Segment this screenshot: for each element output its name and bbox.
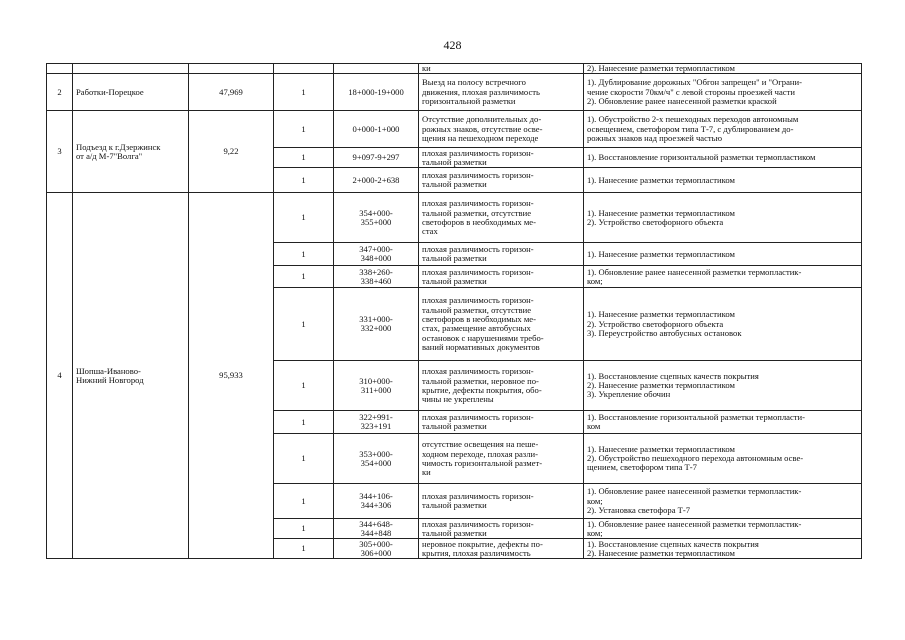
cell-km xyxy=(334,74,419,111)
cell-km-line: 353+000- xyxy=(359,448,393,459)
cell-description-line: плохая различимость горизон- xyxy=(422,147,534,158)
table-row xyxy=(47,74,862,111)
cell-description-line: стах, размещение автобусных xyxy=(422,323,531,334)
cell-measures-line: 2). Нанесение разметки термопластиком xyxy=(587,380,735,391)
cell-road-line: от а/д М-7"Волга" xyxy=(76,150,143,161)
cell-description-line: плохая различимость горизон- xyxy=(422,366,534,377)
cell-road xyxy=(73,74,189,111)
cell-description-line: тальной разметки, неровное по- xyxy=(422,375,539,386)
cell-km-line: 311+000 xyxy=(360,384,392,395)
cell-km xyxy=(334,411,419,434)
cell-road-line: Работки-Порецкое xyxy=(76,86,144,97)
cell-no xyxy=(47,64,73,74)
cell-description-line: тальной разметки xyxy=(422,527,487,538)
table-row xyxy=(47,111,862,148)
cell-count: 1 xyxy=(274,193,334,243)
cell-km-line: 322+991- xyxy=(359,412,393,422)
cell-description xyxy=(419,434,584,484)
cell-measures-line: 1). Обустройство 2-х пешеходных переходов автономным xyxy=(587,114,799,125)
cell-measures-line: 2). Устройство светофорного объекта xyxy=(587,318,724,329)
cell-count: 1 xyxy=(274,111,334,148)
cell-measures-line: 1). Дублирование дорожных "Обгон запрещен" и "Ограни- xyxy=(587,77,802,88)
cell-km-line: 344+848 xyxy=(360,527,392,538)
cell-count: 1 xyxy=(274,411,334,434)
cell-description-line: чины не укреплены xyxy=(422,394,494,405)
cell-measures xyxy=(584,64,862,74)
cell-km xyxy=(334,288,419,361)
cell-km-line: 306+000 xyxy=(360,547,392,558)
cell-measures xyxy=(584,484,862,519)
cell-description-line: плохая различимость горизон- xyxy=(422,244,534,254)
cell-km xyxy=(334,193,419,243)
cell-count: 1 xyxy=(274,243,334,266)
cell-measures-line: 1). Восстановление горизонтальной разметки термопластиком xyxy=(587,152,816,163)
cell-measures-line: 2). Устройство светофорного объекта xyxy=(587,216,724,227)
cell-road xyxy=(73,111,189,193)
cell-km-line: 348+000 xyxy=(360,253,392,264)
cell-description xyxy=(419,148,584,168)
cell-km-line: 0+000-1+000 xyxy=(352,123,400,134)
cell-description xyxy=(419,193,584,243)
cell-description xyxy=(419,519,584,539)
cell-measures xyxy=(584,266,862,288)
cell-measures xyxy=(584,168,862,193)
cell-description xyxy=(419,243,584,266)
cell-description-line: светофоров в необходимых ме- xyxy=(422,314,536,324)
cell-measures-line: 1). Восстановление горизонтальной разметки термопласти- xyxy=(587,412,805,422)
cell-km-line: 305+000- xyxy=(359,538,393,549)
cell-km xyxy=(334,111,419,148)
cell-measures xyxy=(584,519,862,539)
cell-description-line: неровное покрытие, дефекты по- xyxy=(422,538,543,549)
cell-measures xyxy=(584,361,862,411)
cell-description-line: тальной разметки xyxy=(422,500,487,511)
cell-km-line: 323+191 xyxy=(360,421,392,432)
cell-km-line: 18+000-19+000 xyxy=(348,86,404,97)
table-row xyxy=(47,193,862,243)
cell-km-line: 354+000- xyxy=(359,207,393,218)
cell-measures-line: ком; xyxy=(587,495,603,506)
cell-description xyxy=(419,288,584,361)
cell-description-line: Отсутствие дополнительных до- xyxy=(422,114,542,125)
cell-no: 3 xyxy=(47,111,73,193)
cell-description-line: плохая различимость горизон- xyxy=(422,491,534,501)
road-defects-table xyxy=(46,63,862,559)
cell-measures xyxy=(584,243,862,266)
cell-description-line: тальной разметки xyxy=(422,253,487,264)
cell-description-line: плохая различимость горизон- xyxy=(422,170,534,180)
cell-road xyxy=(73,64,189,74)
cell-km-line: 2+000-2+638 xyxy=(352,174,400,185)
cell-km xyxy=(334,168,419,193)
cell-description-line: щения на пешеходном переходе xyxy=(422,132,539,143)
cell-km-line: 310+000- xyxy=(359,375,393,386)
cell-length: 95,933 xyxy=(189,193,274,559)
cell-length: 9,22 xyxy=(189,111,274,193)
cell-measures xyxy=(584,74,862,111)
cell-description-line: плохая различимость горизон- xyxy=(422,198,534,209)
cell-description-line: чимость горизонтальной размет- xyxy=(422,457,543,468)
page-number: 428 xyxy=(443,38,462,52)
cell-measures-line: 2). Нанесение разметки термопластиком xyxy=(587,63,735,73)
cell-count: 1 xyxy=(274,266,334,288)
cell-description-line: ки xyxy=(422,467,431,478)
cell-road xyxy=(73,193,189,559)
cell-count: 1 xyxy=(274,361,334,411)
cell-description-line: плохая различимость горизон- xyxy=(422,295,534,306)
cell-description-line: Выезд на полосу встречного xyxy=(422,77,526,88)
cell-length: 47,969 xyxy=(189,74,274,111)
cell-km xyxy=(334,519,419,539)
cell-measures-line: 1). Обновление ранее нанесенной разметки термопластик- xyxy=(587,518,802,529)
cell-description-line: отсутствие освещения на пеше- xyxy=(422,439,539,450)
cell-description-line: тальной разметки, отсутствие xyxy=(422,304,532,315)
cell-no: 4 xyxy=(47,193,73,559)
cell-measures-line: ком; xyxy=(587,275,603,286)
cell-description-line: горизонтальной разметки xyxy=(422,95,516,106)
cell-description-line: тальной разметки xyxy=(422,421,487,432)
cell-measures-line: 1). Нанесение разметки термопластиком xyxy=(587,309,735,320)
cell-description-line: крытие, дефекты покрытия, обо- xyxy=(422,384,542,395)
cell-count: 1 xyxy=(274,484,334,519)
cell-km-line: 9+097-9+297 xyxy=(352,152,400,163)
cell-measures-line: 1). Обновление ранее нанесенной разметки термопластик- xyxy=(587,486,802,497)
cell-km-line: 354+000 xyxy=(360,457,392,468)
cell-km-line: 338+460 xyxy=(360,275,392,286)
cell-measures-line: 1). Восстановление сцепных качеств покрытия xyxy=(587,538,759,549)
cell-description-line: плохая различимость горизон- xyxy=(422,412,534,422)
cell-description-line: тальной разметки xyxy=(422,156,487,167)
cell-description-line: стах xyxy=(422,226,438,237)
cell-km-line: 344+648- xyxy=(359,518,393,529)
cell-description xyxy=(419,539,584,559)
cell-km-line: 344+106- xyxy=(359,491,393,501)
cell-measures-line: 2). Обустройство пешеходного перехода автономным осве- xyxy=(587,453,804,464)
cell-description-line: плохая различимость горизон- xyxy=(422,518,534,529)
cell-km xyxy=(334,434,419,484)
cell-km xyxy=(334,148,419,168)
cell-description-line: рожных знаков, отсутствие осве- xyxy=(422,123,543,134)
cell-measures-line: ком; xyxy=(587,527,603,538)
cell-measures-line: 1). Нанесение разметки термопластиком xyxy=(587,174,735,185)
cell-no: 2 xyxy=(47,74,73,111)
table-row xyxy=(47,64,862,74)
cell-road-line: Шопша-Иваново- xyxy=(76,365,141,376)
cell-km-line: 347+000- xyxy=(359,244,393,254)
cell-km xyxy=(334,484,419,519)
cell-km xyxy=(334,243,419,266)
cell-measures-line: ком xyxy=(587,421,601,432)
cell-description xyxy=(419,266,584,288)
cell-count: 1 xyxy=(274,74,334,111)
cell-km-line: 332+000 xyxy=(360,323,392,334)
cell-description xyxy=(419,168,584,193)
cell-measures-line: щением, светофором типа Т-7 xyxy=(587,462,697,473)
cell-description-line: крытия, плохая различимость xyxy=(422,547,531,558)
cell-measures-line: 1). Нанесение разметки термопластиком xyxy=(587,443,735,454)
cell-description-line: тальной разметки, отсутствие xyxy=(422,207,532,218)
cell-count: 1 xyxy=(274,168,334,193)
cell-length xyxy=(189,64,274,74)
cell-measures xyxy=(584,148,862,168)
cell-description-line: ваний нормативных документов xyxy=(422,341,540,352)
cell-description xyxy=(419,74,584,111)
cell-description-line: остановок с нарушениями требо- xyxy=(422,332,544,343)
cell-description xyxy=(419,411,584,434)
cell-measures-line: 1). Обновление ранее нанесенной разметки термопластик- xyxy=(587,266,802,277)
cell-count xyxy=(274,64,334,74)
cell-measures-line: чение скорости 70км/ч" с левой стороны проезжей части xyxy=(587,86,795,97)
cell-description: ки xyxy=(419,64,584,74)
cell-count: 1 xyxy=(274,148,334,168)
cell-km-line: 355+000 xyxy=(360,216,392,227)
cell-km-line: 331+000- xyxy=(359,314,393,324)
cell-count: 1 xyxy=(274,288,334,361)
cell-count: 1 xyxy=(274,539,334,559)
cell-description-line: движения, плохая различимость xyxy=(422,86,540,97)
cell-road-line: Подъезд к г.Дзержинск xyxy=(76,141,161,152)
cell-description-line: плохая различимость горизон- xyxy=(422,266,534,277)
cell-measures xyxy=(584,288,862,361)
cell-road-line: Нижний Новгород xyxy=(76,374,144,385)
cell-km xyxy=(334,539,419,559)
cell-count: 1 xyxy=(274,434,334,484)
cell-measures-line: 1). Нанесение разметки термопластиком xyxy=(587,248,735,259)
cell-km xyxy=(334,266,419,288)
cell-measures-line: 1). Нанесение разметки термопластиком xyxy=(587,207,735,218)
cell-km xyxy=(334,361,419,411)
cell-description xyxy=(419,484,584,519)
cell-km-line: 338+260- xyxy=(359,266,393,277)
cell-measures-line: 3). Укрепление обочин xyxy=(587,389,671,400)
cell-measures-line: 1). Восстановление сцепных качеств покрытия xyxy=(587,370,759,381)
cell-measures-line: освещением, светофором типа Т-7, с дублированием до- xyxy=(587,123,794,134)
cell-measures xyxy=(584,539,862,559)
cell-description-line: тальной разметки xyxy=(422,179,487,190)
cell-km xyxy=(334,64,419,74)
cell-measures-line: 2). Обновление ранее нанесенной разметки краской xyxy=(587,95,777,106)
cell-measures-line: 2). Установка светофора Т-7 xyxy=(587,504,691,515)
cell-description-line: тальной разметки xyxy=(422,275,487,286)
cell-measures-line: рожных знаков над проезжей частью xyxy=(587,132,723,143)
cell-km-line: 344+306 xyxy=(360,500,392,511)
cell-count: 1 xyxy=(274,519,334,539)
cell-measures xyxy=(584,434,862,484)
cell-description-line: ходном переходе, плохая разли- xyxy=(422,448,538,459)
cell-measures xyxy=(584,193,862,243)
cell-description xyxy=(419,111,584,148)
cell-measures-line: 3). Переустройство автобусных остановок xyxy=(587,327,742,338)
cell-measures-line: 2). Нанесение разметки термопластиком xyxy=(587,547,735,558)
cell-measures xyxy=(584,411,862,434)
cell-measures xyxy=(584,111,862,148)
cell-description-line: светофоров в необходимых ме- xyxy=(422,216,536,227)
cell-description xyxy=(419,361,584,411)
